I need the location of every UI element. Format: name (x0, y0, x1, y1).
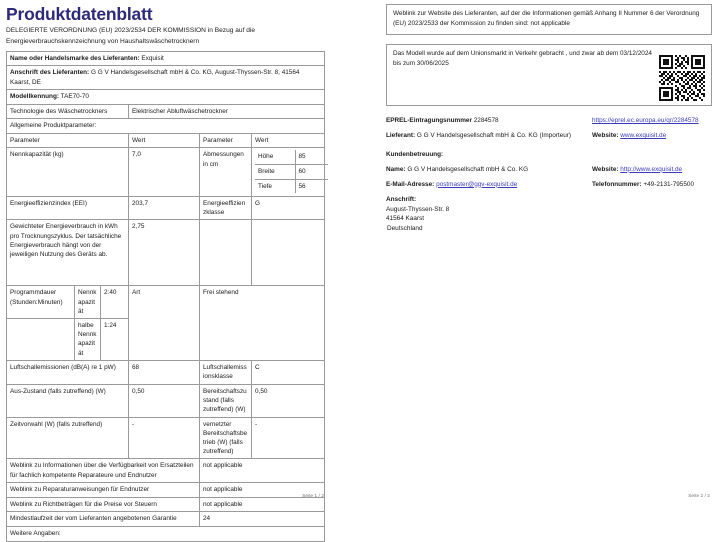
supplier-cell (386, 129, 586, 144)
energy-class-value: G (252, 196, 325, 220)
supplier-label: Lieferant: (386, 132, 416, 140)
program-duration-sub-nominal-value: 2:40 (101, 286, 129, 319)
standby-label: Bereitschaftszustand (falls zutreffend) (W) (200, 384, 252, 417)
eprel-link[interactable]: https://eprel.ec.europa.eu/qr/2284578 (592, 117, 699, 125)
model-cell (7, 90, 325, 105)
table-row-off-mode (7, 384, 325, 417)
support-phone-value: +49-2131-795500 (643, 180, 695, 188)
support-website-link[interactable]: http://www.exquisit.de (620, 165, 683, 173)
general-params-label: Allgemeine Produktparameter: (7, 119, 325, 134)
warranty-label: Mindestlaufzeit der vom Lieferanten angebotenen Garantie (7, 512, 200, 527)
delay-start-value: - (129, 417, 200, 459)
eprel-label: EPREL-Eintragungsnummer (386, 117, 472, 125)
energy-class-label: Energieeffizienzklasse (200, 196, 252, 220)
table-row-further-info (7, 526, 325, 541)
delay-start-label: Zeitvorwahl (W) (falls zutreffend) (7, 417, 129, 459)
program-duration-sub-half-value: 1:24 (101, 319, 129, 361)
product-datasheet-table (6, 51, 325, 542)
weighted-energy-empty-label (200, 220, 252, 286)
eprel-value: 2284578 (473, 117, 499, 125)
header-parameter-right: Parameter (200, 133, 252, 148)
page-2-footer: Seite 2 / 2 (688, 493, 710, 498)
table-row-weighted-energy (7, 220, 325, 286)
type-label: Art (129, 286, 200, 361)
spare-parts-link-value: not applicable (200, 459, 325, 483)
support-email-cell (386, 177, 586, 192)
page-2 (380, 0, 720, 503)
noise-label: Luftschallemissionen (dB(A) re 1 pW) (7, 361, 129, 385)
eei-value: 203,7 (129, 196, 200, 220)
eprel-number-cell (386, 114, 586, 129)
page-title: Produktdatenblatt (6, 4, 153, 24)
noise-class-label: Luftschallemissionsklasse (200, 361, 252, 385)
table-row-eei (7, 196, 325, 220)
address-line-3: Deutschland (387, 224, 423, 232)
type-value: Frei stehend (200, 286, 325, 361)
header-parameter-left: Parameter (7, 133, 129, 148)
program-duration-label: Programmdauer (Stunden:Minuten) (7, 286, 75, 319)
height-label: Höhe (255, 150, 295, 164)
address-block-spacer (592, 192, 712, 233)
warranty-value: 24 (200, 512, 325, 527)
weighted-energy-label: Gewichteter Energieverbrauch in kWh pro Trocknungszyklus. Der tatsächliche Energieverbrauch hängt von der jeweiligen Nutzung des Geräts ab. (7, 220, 129, 286)
address-label: Anschrift des Lieferanten: (10, 69, 90, 77)
supplier-website-link[interactable]: www.exquisit.de (620, 132, 667, 140)
off-mode-value: 0,50 (129, 384, 200, 417)
model-value: TAE70-70 (60, 93, 89, 101)
support-address-block (386, 192, 586, 233)
further-info-label: Weitere Angaben: (7, 526, 325, 541)
supplier-value: G G V Handelsgesellschaft mbH & Co. KG (Importeur) (416, 132, 572, 140)
market-availability-text: Das Modell wurde auf dem Unionsmarkt in Verkehr gebracht , und zwar ab dem 03/12/2024 bis zum 30/06/2025 (393, 49, 652, 67)
width-label: Breite (255, 165, 295, 180)
dimension-row-depth (255, 179, 328, 193)
header-value-left: Wert (129, 133, 200, 148)
program-duration-sub-half-label: halbe Nennkapazität (75, 319, 101, 361)
header-value-right: Wert (252, 133, 325, 148)
address-heading: Anschrift: (386, 195, 417, 203)
networked-standby-label: vernetzter Bereitschaftsbetrieb (W) (falls zutreffend) (200, 417, 252, 459)
support-email-link[interactable]: postmaster@ggv-exquisit.de (436, 180, 518, 188)
dimension-row-height (255, 150, 328, 164)
repair-link-label: Weblink zu Reparaturanweisungen für Endnutzer (7, 483, 200, 498)
weighted-energy-value: 2,75 (129, 220, 200, 286)
qr-code-icon (659, 55, 705, 101)
price-link-label: Weblink zu Richtbeträgen für die Preise vor Steuern (7, 497, 200, 512)
support-name-label: Name: (386, 165, 406, 173)
model-label: Modellkennung: (10, 93, 59, 101)
height-value: 85 (295, 150, 328, 164)
table-row-general-params (7, 119, 325, 134)
repair-link-value: not applicable (200, 483, 325, 498)
support-email-label: E-Mail-Adresse: (386, 180, 435, 188)
supplier-website-label: Website: (592, 132, 619, 140)
table-row-address (7, 66, 325, 90)
table-row-delay-start (7, 417, 325, 459)
dimensions-subtable (255, 150, 328, 193)
standby-value: 0,50 (252, 384, 325, 417)
table-row-price-link (7, 497, 325, 512)
supplier-weblink-text: Weblink zur Website des Lieferanten, auf der die Informationen gemäß Anhang II Nummer 6 der Verordnung (EU) 2023/2533 der Kommission zu finden sind: not applicable (393, 10, 700, 27)
capacity-label: Nennkapazität (kg) (7, 148, 129, 196)
address-cell (7, 66, 325, 90)
table-row-noise (7, 361, 325, 385)
page-1-footer: Seite 1 / 2 (302, 493, 324, 498)
support-website-label: Website: (592, 165, 619, 173)
table-row-repair-link (7, 483, 325, 498)
spare-parts-link-label: Weblink zu Informationen über die Verfügbarkeit von Ersatzteilen für fachlich kompetente Reparateure und Endnutzer (7, 459, 200, 483)
brand-cell (7, 51, 325, 66)
support-name-cell (386, 162, 586, 177)
dimensions-subtable-cell (252, 148, 325, 196)
support-heading-cell (386, 144, 586, 162)
supplier-website-cell (592, 129, 712, 144)
support-phone-label: Telefonnummer: (592, 180, 642, 188)
depth-value: 56 (295, 179, 328, 193)
dimension-row-width (255, 165, 328, 180)
program-duration-sub-nominal-label: Nennkapazität (75, 286, 101, 319)
technology-value: Elektrischer Abluftwäschetrockner (129, 104, 325, 119)
table-row-warranty (7, 512, 325, 527)
width-value: 60 (295, 165, 328, 180)
market-availability-panel (386, 44, 712, 106)
table-row-model (7, 90, 325, 105)
eei-label: Energieeffizienzindex (EEI) (7, 196, 129, 220)
table-row-capacity (7, 148, 325, 196)
support-name-value: G G V Handelsgesellschaft mbH & Co. KG (407, 165, 529, 173)
weighted-energy-empty-value (252, 220, 325, 286)
address-value: G G V Handelsgesellschaft mbH & Co. KG, August-Thyssen-Str. 8, 41564 Kaarst, DE (10, 69, 300, 86)
noise-value: 68 (129, 361, 200, 385)
support-heading-spacer (592, 144, 712, 162)
brand-value: Exquisit (141, 54, 164, 62)
support-heading: Kundenbetreuung: (386, 150, 444, 158)
networked-standby-value: - (252, 417, 325, 459)
dimensions-label: Abmessungen in cm (200, 148, 252, 196)
eprel-link-cell (592, 114, 712, 129)
table-row-spare-parts-link (7, 459, 325, 483)
supplier-weblink-panel (386, 4, 712, 35)
table-row-headers (7, 133, 325, 148)
table-row-brand (7, 51, 325, 66)
eprel-info-grid (386, 114, 712, 234)
table-row-program-duration (7, 286, 325, 319)
table-row-technology (7, 104, 325, 119)
program-duration-spacer (7, 319, 75, 361)
address-line-2: 41564 Kaarst (386, 215, 425, 223)
depth-label: Tiefe (255, 179, 295, 193)
capacity-value: 7,0 (129, 148, 200, 196)
brand-label: Name oder Handelsmarke des Lieferanten: (10, 54, 140, 62)
support-phone-cell (592, 177, 712, 192)
regulation-subtitle: DELEGIERTE VERORDNUNG (EU) 2023/2534 DER KOMMISSION in Bezug auf die Energieverbrauchskennzeichnung von Haushaltswäschetrocknern (6, 27, 256, 45)
address-line-1: August-Thyssen-Str. 8 (386, 205, 450, 213)
price-link-value: not applicable (200, 497, 325, 512)
support-website-cell (592, 162, 712, 177)
noise-class-value: C (252, 361, 325, 385)
technology-label: Technologie des Wäschetrockners (7, 104, 129, 119)
off-mode-label: Aus-Zustand (falls zutreffend) (W) (7, 384, 129, 417)
